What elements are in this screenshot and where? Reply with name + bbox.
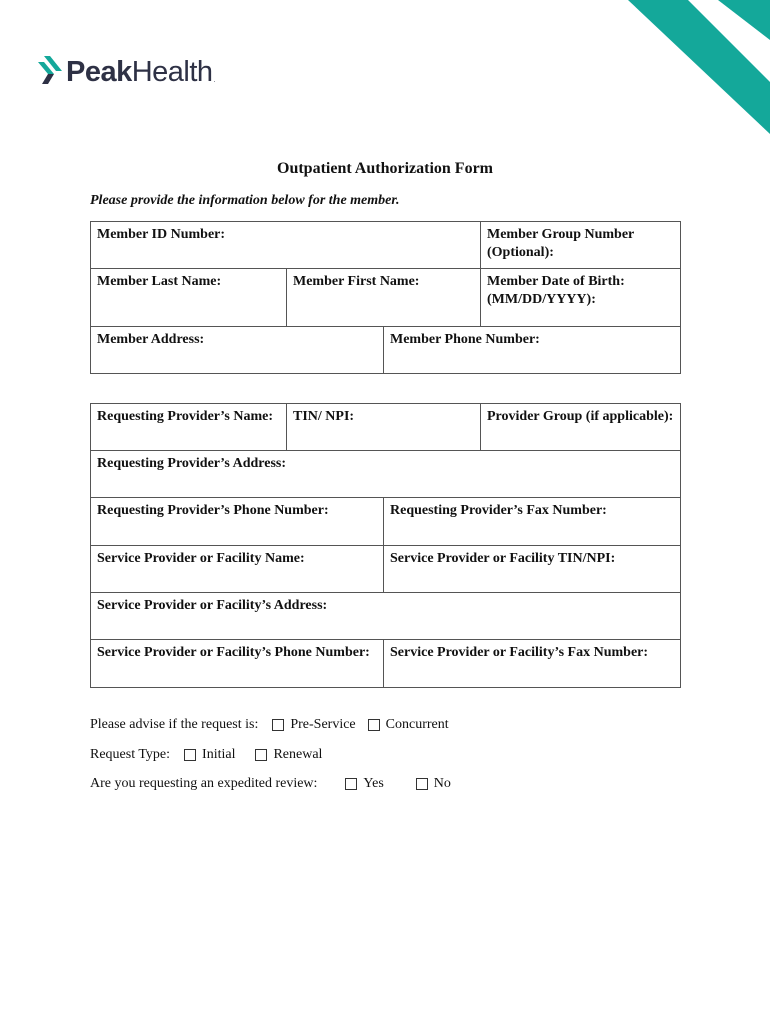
yes-option: [345, 776, 383, 792]
provider-info-table: [90, 403, 681, 688]
provider-tin-label: TIN/ NPI:: [293, 409, 355, 424]
initial-option: [184, 747, 235, 763]
peakhealth-logo: [38, 52, 216, 92]
pre-service-option: [272, 717, 355, 733]
member-phone-field[interactable]: [384, 327, 681, 374]
facility-name-field[interactable]: [91, 546, 384, 593]
pre-service-checkbox[interactable]: [272, 719, 284, 731]
facility-fax-field[interactable]: [384, 640, 681, 688]
expedited-label: Are you requesting an expedited review:: [90, 776, 318, 791]
provider-phone-field[interactable]: [91, 498, 384, 546]
facility-phone-label: Service Provider or Facility’s Phone Number:: [97, 645, 370, 660]
facility-name-label: Service Provider or Facility Name:: [97, 551, 305, 566]
no-option: [416, 776, 451, 792]
member-group-label: Member Group Number (Optional):: [487, 227, 634, 260]
renewal-checkbox[interactable]: [255, 749, 267, 761]
provider-tin-field[interactable]: [287, 404, 481, 451]
initial-label: Initial: [202, 747, 236, 762]
member-address-field[interactable]: [91, 327, 384, 374]
member-info-table: [90, 221, 681, 374]
request-type-question: [90, 747, 322, 763]
initial-checkbox[interactable]: [184, 749, 196, 761]
member-first-name-label: Member First Name:: [293, 274, 420, 289]
member-address-label: Member Address:: [97, 332, 205, 347]
provider-group-label: Provider Group (if applicable):: [487, 409, 674, 424]
provider-fax-label: Requesting Provider’s Fax Number:: [390, 503, 607, 518]
request-timing-label: Please advise if the request is:: [90, 717, 259, 732]
facility-address-field[interactable]: [91, 593, 681, 640]
logo-trademark: .: [213, 77, 216, 84]
yes-checkbox[interactable]: [345, 778, 357, 790]
member-last-name-field[interactable]: [91, 269, 287, 327]
yes-label: Yes: [363, 776, 384, 791]
member-id-field[interactable]: [91, 222, 481, 269]
member-id-label: Member ID Number:: [97, 227, 226, 242]
renewal-label: Renewal: [273, 747, 323, 762]
facility-address-label: Service Provider or Facility’s Address:: [97, 598, 328, 613]
provider-fax-field[interactable]: [384, 498, 681, 546]
provider-name-field[interactable]: [91, 404, 287, 451]
member-dob-field[interactable]: [481, 269, 681, 327]
no-checkbox[interactable]: [416, 778, 428, 790]
facility-tin-field[interactable]: [384, 546, 681, 593]
provider-phone-label: Requesting Provider’s Phone Number:: [97, 503, 329, 518]
renewal-option: [255, 747, 322, 763]
member-first-name-field[interactable]: [287, 269, 481, 327]
provider-address-field[interactable]: [91, 451, 681, 498]
form-title: Outpatient Authorization Form: [277, 160, 493, 177]
concurrent-option: [368, 717, 449, 733]
logo-word-peak: Peak: [66, 55, 132, 88]
no-label: No: [433, 776, 451, 791]
provider-name-label: Requesting Provider’s Name:: [97, 409, 274, 424]
facility-fax-label: Service Provider or Facility’s Fax Number:: [390, 645, 649, 660]
member-group-field[interactable]: [481, 222, 681, 269]
peak-chevron-icon: [38, 56, 64, 88]
form-intro: Please provide the information below for the member.: [90, 193, 400, 208]
facility-tin-label: Service Provider or Facility TIN/NPI:: [390, 551, 616, 566]
logo-word-health: Health: [131, 55, 213, 88]
member-dob-label: Member Date of Birth: (MM/DD/YYYY):: [487, 274, 625, 307]
expedited-question: [90, 776, 451, 792]
request-timing-question: [90, 717, 449, 733]
concurrent-label: Concurrent: [385, 717, 449, 732]
member-phone-label: Member Phone Number:: [390, 332, 540, 347]
facility-phone-field[interactable]: [91, 640, 384, 688]
member-last-name-label: Member Last Name:: [97, 274, 222, 289]
pre-service-label: Pre-Service: [290, 717, 356, 732]
request-type-label: Request Type:: [90, 747, 171, 762]
provider-group-field[interactable]: [481, 404, 681, 451]
concurrent-checkbox[interactable]: [368, 719, 380, 731]
provider-address-label: Requesting Provider’s Address:: [97, 456, 286, 471]
